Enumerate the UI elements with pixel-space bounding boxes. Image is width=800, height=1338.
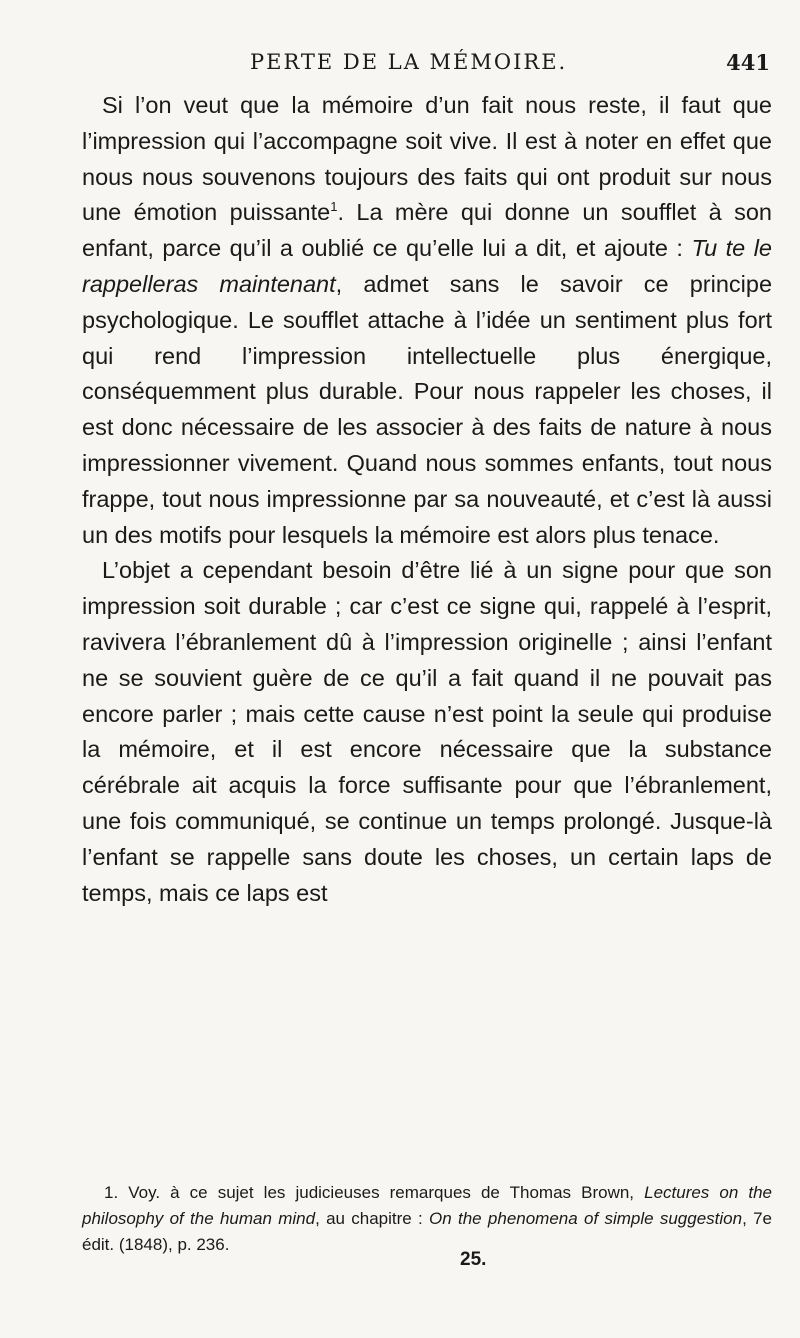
footnote-title-2: On the phenomena of simple suggestion [429, 1209, 743, 1228]
page-number: 441 [726, 50, 770, 75]
footnote-text-c: , 7e édit. (1848), p. 236. [82, 1209, 773, 1254]
running-header [250, 50, 770, 80]
footnote-title-1: Lectures on the philosophy of the human mind [82, 1183, 772, 1228]
signature-mark: 25. [460, 1249, 487, 1270]
paragraph-1-text-a: Si l’on veut que la mémoire d’un fait nous reste, il faut que l’impression qui l’accompagne soit vive. Il est à noter en effet que nous nous souvenons toujours des faits qui ont produit sur nous une émotion puissante [82, 92, 772, 226]
paragraph-2: L’objet a cependant besoin d’être lié à un signe pour que son impression soit durable ; car c’est ce signe qui, rappelé à l’esprit, ravivera l’ébranlement dû à l’impression originelle ; ainsi l’enfant ne se souvient guère de ce qu’il a fait quand il ne pouvait pas encore parler ; mais cette cause n’est point la seule qui produise la mémoire, et il est encore nécessaire que la substance cérébrale ait acquis la force suffisante pour que l’ébranlement, une fois communiqué, se continue un temps prolongé. Jusque-là l’enfant se rappelle sans doute les choses, un certain laps de temps, mais ce laps est [82, 557, 772, 906]
paragraph-1 [82, 88, 772, 553]
footnotes [82, 1180, 772, 1258]
main-text [82, 88, 772, 911]
paragraph-1-text-c: , admet sans le savoir ce principe psychologique. Le soufflet attache à l’idée un sentiment plus fort qui rend l’impression intellectuelle plus énergique, conséquemment plus durable. Pour nous rappeler les choses, il est donc nécessaire de les associer à des faits de nature à nous impressionner vivement. Quand nous sommes enfants, tout nous frappe, tout nous impressionne par sa nouveauté, et c’est là aussi un des motifs pour lesquels la mémoire est alors plus tenace. [82, 270, 773, 548]
running-title: PERTE DE LA MÉMOIRE. [250, 50, 568, 74]
footnote-text-b: , au chapitre : [315, 1209, 430, 1228]
footnote-text-a: Voy. à ce sujet les judicieuses remarques de Thomas Brown, [118, 1183, 645, 1202]
paragraph-1-text-b: . La mère qui donne un soufflet à son enfant, parce qu’il a oublié ce qu’elle lui a dit, et ajoute : [82, 199, 773, 262]
footnote-number: 1. [104, 1183, 119, 1202]
footnote-1 [82, 1180, 772, 1258]
footnote-reference: 1 [330, 199, 338, 215]
italic-quote: Tu te le rappelleras maintenant [82, 235, 772, 297]
